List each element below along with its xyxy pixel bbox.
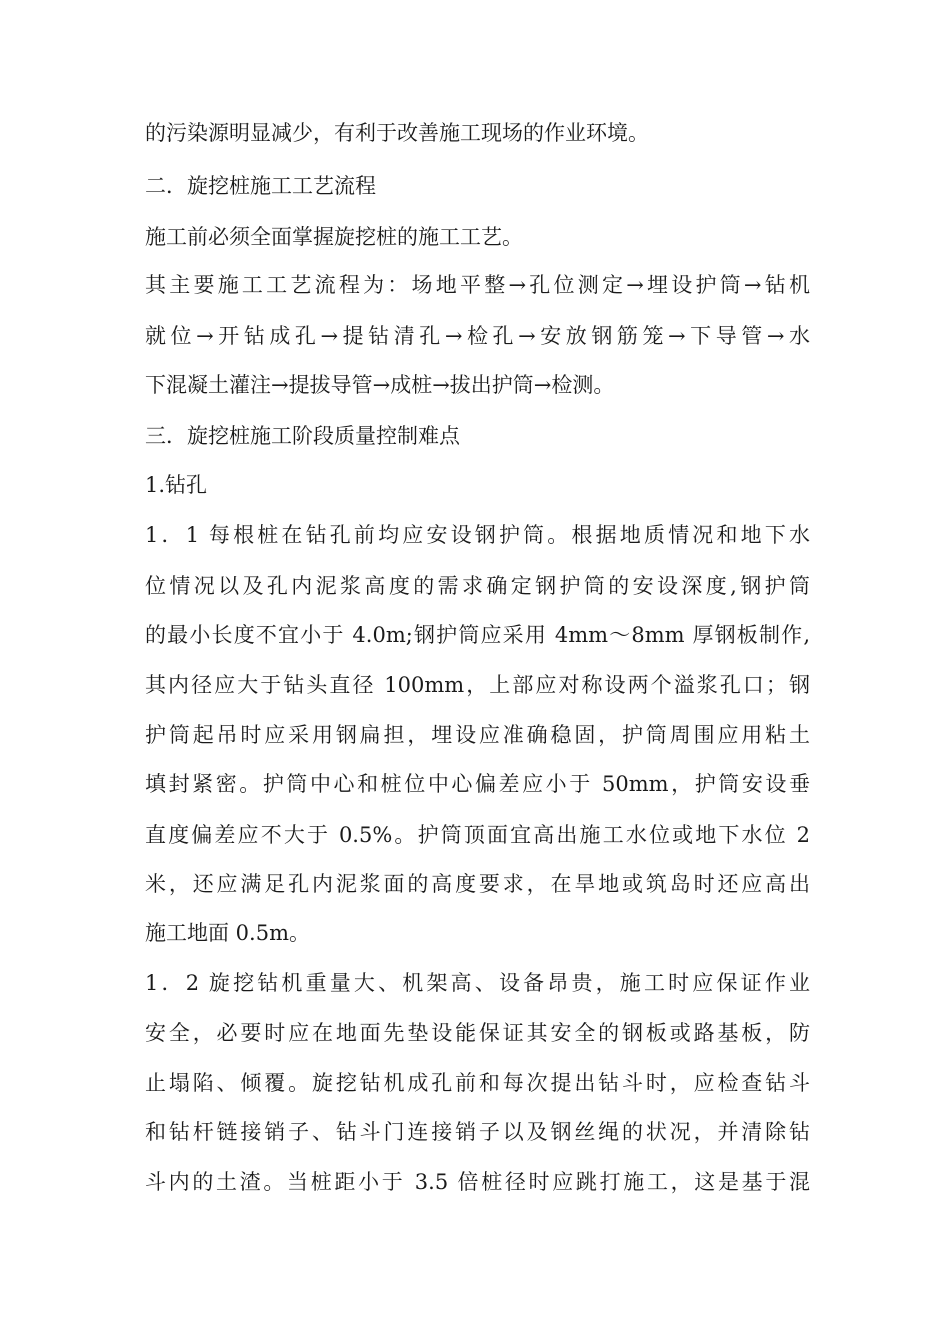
paragraph-line: 施工前必须全面掌握旋挖桩的施工工艺。 [145, 225, 523, 249]
paragraph-line: 斗内的土渣。当桩距小于 3.5 倍桩径时应跳打施工，这是基于混 [145, 1170, 810, 1194]
paragraph-line: 直度偏差应不大于 0.5%。护筒顶面宜高出施工水位或地下水位 2 [145, 823, 810, 847]
subsection-heading: 1.钻孔 [145, 473, 208, 497]
paragraph-line: 和钻杆链接销子、钻斗门连接销子以及钢丝绳的状况，并清除钻 [145, 1120, 810, 1144]
paragraph-line: 护筒起吊时应采用钢扁担，埋设应准确稳固，护筒周围应用粘土 [145, 723, 810, 747]
paragraph-line: 1．2 旋挖钻机重量大、机架高、设备昂贵，施工时应保证作业 [145, 971, 810, 995]
paragraph-line: 的污染源明显减少，有利于改善施工现场的作业环境。 [145, 121, 649, 145]
paragraph-line: 安全，必要时应在地面先垫设能保证其安全的钢板或路基板，防 [145, 1021, 810, 1045]
paragraph-line: 其主要施工工艺流程为：场地平整→孔位测定→埋设护筒→钻机 [145, 273, 810, 297]
paragraph-line: 就位→开钻成孔→提钻清孔→检孔→安放钢筋笼→下导管→水 [145, 324, 810, 348]
section-heading: 三．旋挖桩施工阶段质量控制难点 [145, 424, 460, 448]
paragraph-line: 施工地面 0.5m。 [145, 921, 310, 945]
paragraph-line: 其内径应大于钻头直径 100mm，上部应对称设两个溢浆孔口；钢 [145, 673, 810, 697]
paragraph-line: 位情况以及孔内泥浆高度的需求确定钢护筒的安设深度,钢护筒 [145, 574, 810, 598]
paragraph-line: 填封紧密。护筒中心和桩位中心偏差应小于 50mm，护筒安设垂 [145, 772, 810, 796]
section-heading: 二．旋挖桩施工工艺流程 [145, 174, 376, 198]
paragraph-line: 止塌陷、倾覆。旋挖钻机成孔前和每次提出钻斗时，应检查钻斗 [145, 1071, 810, 1095]
paragraph-line: 下混凝土灌注→提拔导管→成桩→拔出护筒→检测。 [145, 373, 615, 397]
paragraph-line: 1．1 每根桩在钻孔前均应安设钢护筒。根据地质情况和地下水 [145, 523, 810, 547]
paragraph-line: 米，还应满足孔内泥浆面的高度要求，在旱地或筑岛时还应高出 [145, 872, 810, 896]
paragraph-line: 的最小长度不宜小于 4.0m;钢护筒应采用 4mm～8mm 厚钢板制作, [145, 623, 810, 647]
